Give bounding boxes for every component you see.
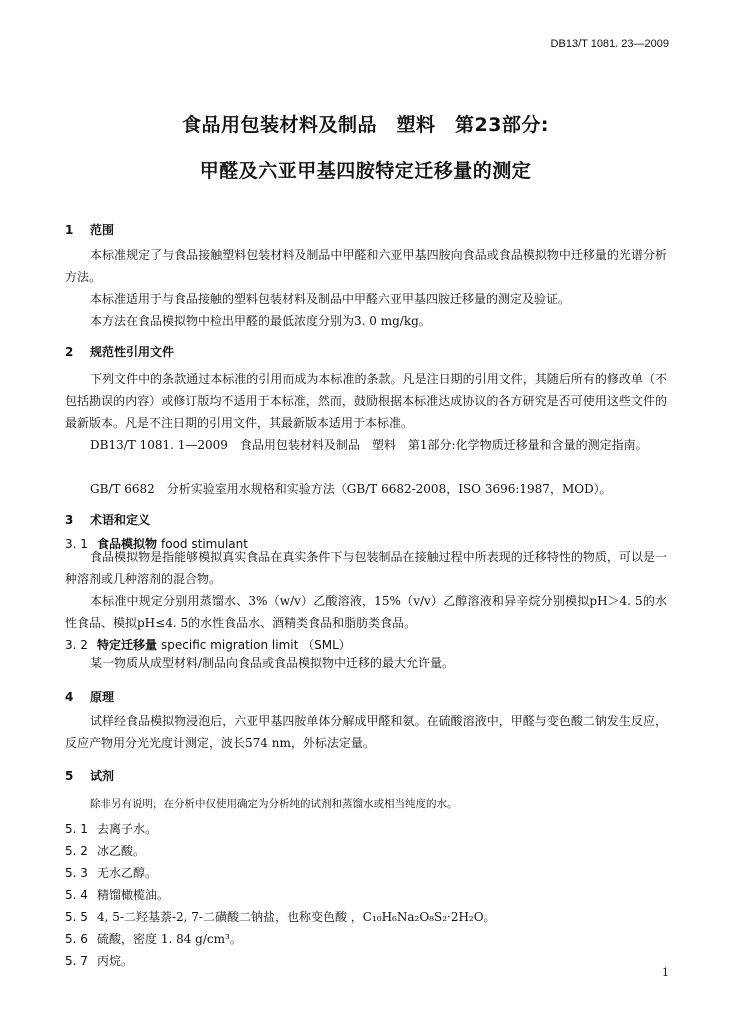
item-number: 5. 4 xyxy=(65,888,88,902)
term-3-2 xyxy=(65,636,351,653)
section-4-paragraph-1: 试样经食品模拟物浸泡后，六亚甲基四胺单体分解成甲醛和氨。在硫酸溶液中，甲醛与变色酸二钠发生反应，反应产物用分光光度计测定，波长574 nm，外标法定量。 xyxy=(65,714,667,750)
section-5-note: 除非另有说明，在分析中仅使用确定为分析纯的试剂和蒸馏水或相当纯度的水。 xyxy=(90,798,458,810)
item-text: 无水乙醇。 xyxy=(97,866,158,880)
item-text: 精馏橄榄油。 xyxy=(97,888,170,902)
term-english: specific migration limit （SML） xyxy=(161,638,351,652)
section-number: 3 xyxy=(65,513,74,527)
list-item xyxy=(65,886,169,903)
section-1-paragraph-2: 本标准适用于与食品接触的塑料包装材料及制品中甲醛六亚甲基四胺迁移量的测定及验证。 xyxy=(90,292,571,306)
list-item xyxy=(65,864,157,881)
standard-code: DB13/T 1081. 23—2009 xyxy=(550,38,669,50)
list-item xyxy=(65,820,157,837)
section-3-paragraph-1: 食品模拟物是指能够模拟真实食品在真实条件下与包装制品在接触过程中所表现的迁移特性的物质，可以是一种溶剂或几种溶剂的混合物。 xyxy=(65,550,667,586)
section-title: 规范性引用文件 xyxy=(90,345,175,359)
section-3-paragraph-2: 本标准中规定分别用蒸馏水、3%（w/v）乙酸溶液，15%（v/v）乙醇溶液和异辛烷分别模拟pH＞4. 5的水性食品、模拟pH≤4. 5的水性食品水、酒精类食品和脂肪类食品。 xyxy=(65,594,667,630)
section-1-paragraph-3: 本方法在食品模拟物中检出甲醛的最低浓度分别为3. 0 mg/kg。 xyxy=(90,314,431,328)
term-english: food stimulant xyxy=(161,537,248,551)
section-2-heading xyxy=(65,343,174,360)
item-text: 冰乙酸。 xyxy=(97,844,146,858)
term-number: 3. 1 xyxy=(65,537,88,551)
document-title-line2: 甲醛及六亚甲基四胺特定迁移量的测定 xyxy=(199,160,532,182)
document-title-line1: 食品用包装材料及制品 塑料 第23部分: xyxy=(181,114,550,136)
list-item xyxy=(65,930,242,947)
item-text: 去离子水。 xyxy=(97,822,158,836)
section-number: 4 xyxy=(65,690,74,704)
term-name: 食品模拟物 xyxy=(97,537,158,551)
section-title: 试剂 xyxy=(90,769,115,783)
item-text: 硫酸，密度 1. 84 g/cm³。 xyxy=(97,932,242,946)
item-number: 5. 6 xyxy=(65,932,88,946)
section-title: 范围 xyxy=(90,223,115,237)
section-2-paragraph-3: GB/T 6682 分析实验室用水规格和实验方法（GB/T 6682-2008，ISO 3696:1987，MOD）。 xyxy=(90,482,612,496)
item-number: 5. 1 xyxy=(65,822,88,836)
list-item xyxy=(65,908,496,925)
section-4-heading xyxy=(65,688,114,705)
item-number: 5. 5 xyxy=(65,910,88,924)
item-number: 5. 2 xyxy=(65,844,88,858)
section-1-paragraph-1: 本标准规定了与食品接触塑料包装材料及制品中甲醛和六亚甲基四胺向食品或食品模拟物中迁移量的光谱分析方法。 xyxy=(65,248,667,284)
item-number: 5. 7 xyxy=(65,954,88,968)
list-item xyxy=(65,842,145,859)
section-title: 原理 xyxy=(90,690,115,704)
section-number: 1 xyxy=(65,223,74,237)
section-number: 5 xyxy=(65,769,74,783)
page-number: 1 xyxy=(662,966,669,979)
term-number: 3. 2 xyxy=(65,638,88,652)
item-text: 4, 5-二羟基萘-2, 7-二磺酸二钠盐，也称变色酸 ，C₁₀H₆Na₂O₈S₂·2H₂O。 xyxy=(97,910,496,924)
section-number: 2 xyxy=(65,345,74,359)
section-title: 术语和定义 xyxy=(90,513,151,527)
section-3-paragraph-3: 某一物质从成型材料/制品向食品或食品模拟物中迁移的最大允许量。 xyxy=(90,656,455,670)
section-5-heading xyxy=(65,767,114,784)
section-1-heading xyxy=(65,221,114,238)
term-name: 特定迁移量 xyxy=(97,638,158,652)
section-2-paragraph-1: 下列文件中的条款通过本标准的引用而成为本标准的条款。凡是注日期的引用文件，其随后所有的修改单（不包括勘误的内容）或修订版均不适用于本标准，然而，鼓励根据本标准达成协议的各方研究是否可使用这些文件的最新版本。凡是不注日期的引用文件，其最新版本适用于本标准。 xyxy=(65,372,667,430)
list-item xyxy=(65,952,133,969)
item-number: 5. 3 xyxy=(65,866,88,880)
section-2-paragraph-2: DB13/T 1081. 1—2009 食品用包装材料及制品 塑料 第1部分:化学物质迁移量和含量的测定指南。 xyxy=(90,438,648,452)
section-3-heading xyxy=(65,511,150,528)
item-text: 丙烷。 xyxy=(97,954,134,968)
